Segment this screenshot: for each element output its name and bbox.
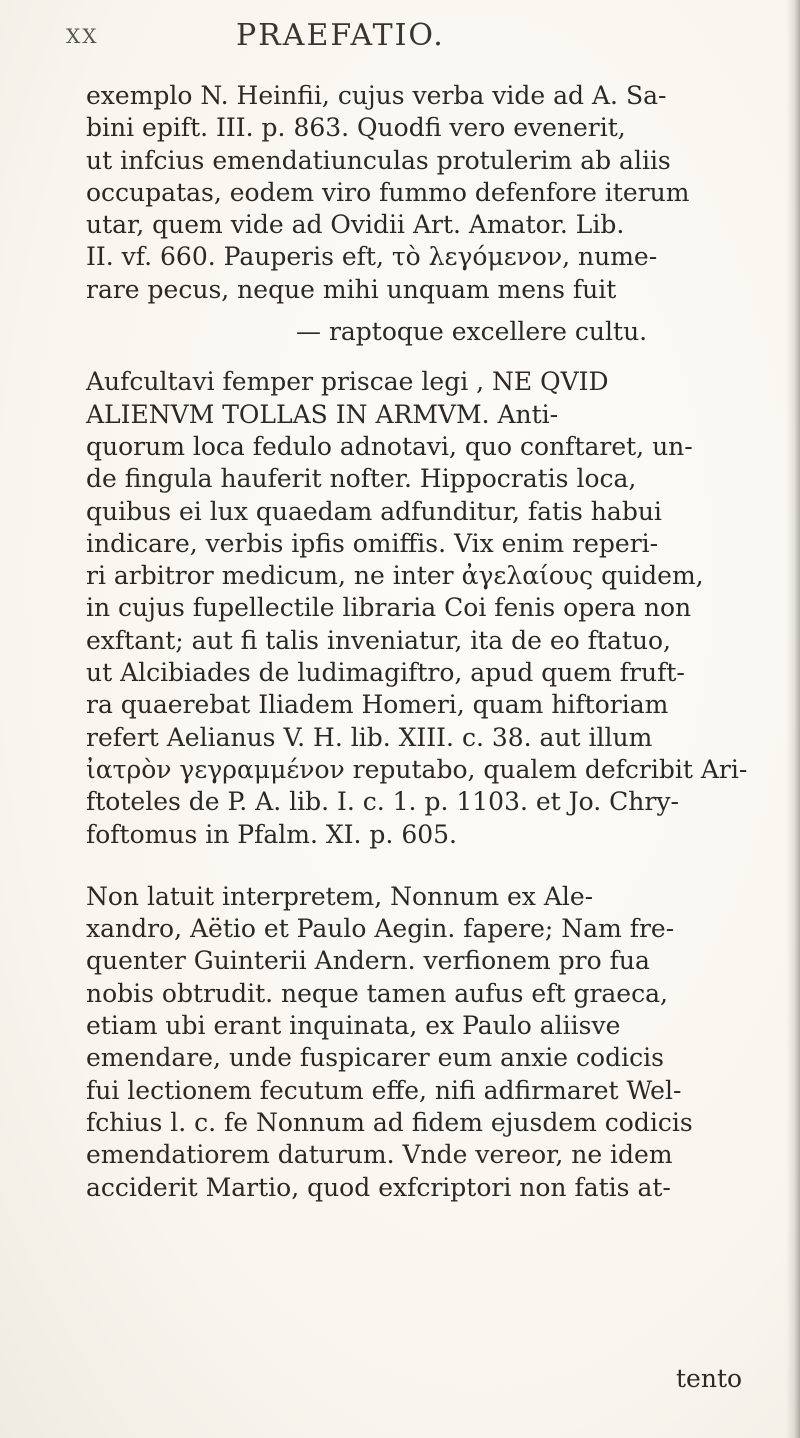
- text-line: ra quaerebat Iliadem Homeri, quam hiftoriam: [86, 690, 669, 720]
- text-line: Aufcultavi femper priscae legi , NE QVID: [86, 367, 609, 397]
- text-line: ri arbitror medicum, ne inter ἀγελαίους quidem,: [86, 561, 704, 591]
- text-line: indicare, verbis ipfis omiffis. Vix enim reperi-: [86, 528, 659, 558]
- running-head: PRAEFATIO.: [236, 18, 445, 53]
- text-line: bini epift. III. p. 863. Quodfi vero evenerit,: [86, 113, 626, 143]
- text-line: emendatiorem daturum. Vnde vereor, ne idem: [86, 1140, 673, 1170]
- text-line: de fingula hauferit nofter. Hippocratis loca,: [86, 464, 637, 494]
- text-line: exftant; aut fi talis inveniatur, ita de eo ftatuo,: [86, 625, 671, 655]
- text-line: in cujus fupellectile libraria Coi fenis opera non: [86, 593, 692, 623]
- text-line: ut infcius emendatiunculas protulerim ab aliis: [86, 145, 671, 175]
- text-line: rare pecus, neque mihi unquam mens fuit: [86, 274, 617, 304]
- page-number: XX: [66, 24, 99, 48]
- text-line: etiam ubi erant inquinata, ex Paulo aliisve: [86, 1011, 621, 1041]
- text-line: exemplo N. Heinfii, cujus verba vide ad A. Sa-: [86, 81, 667, 110]
- text-line: foftomus in Pfalm. XI. p. 605.: [86, 819, 457, 849]
- text-line: emendare, unde fuspicarer eum anxie codicis: [86, 1043, 664, 1073]
- catchword: tento: [676, 1364, 743, 1393]
- text-line: quibus ei lux quaedam adfunditur, fatis habui: [86, 496, 662, 526]
- text-line: ftoteles de P. A. lib. I. c. 1. p. 1103. et Jo. Chry-: [86, 787, 679, 817]
- page-gutter-shadow: [786, 0, 800, 1438]
- text-line: ALIENVM TOLLAS IN ARMVM. Anti-: [86, 399, 559, 429]
- text-line: occupatas, eodem viro fummo defenfore iterum: [86, 177, 690, 207]
- paragraph-2: [86, 366, 766, 850]
- text-line: acciderit Martio, quod exfcriptori non fatis at-: [86, 1172, 671, 1202]
- text-line: ut Alcibiades de ludimagiftro, apud quem fruft-: [86, 658, 685, 688]
- text-line: nobis obtrudit. neque tamen aufus eft graeca,: [86, 978, 668, 1008]
- text-line: quorum loca fedulo adnotavi, quo conftaret, un-: [86, 431, 693, 461]
- paragraph-1: [86, 80, 766, 306]
- text-line: fchius l. c. fe Nonnum ad fidem ejusdem codicis: [86, 1107, 693, 1137]
- text-line: refert Aelianus V. H. lib. XIII. c. 38. aut illum: [86, 722, 653, 752]
- body-text: [86, 80, 766, 1204]
- text-line: xandro, Aëtio et Paulo Aegin. fapere; Nam fre-: [86, 914, 675, 944]
- text-line: II. vf. 660. Pauperis eft, τὸ λεγόμενον, nume-: [86, 242, 658, 272]
- text-line: quenter Guinterii Andern. verfionem pro fua: [86, 946, 650, 976]
- paragraph-3: [86, 881, 766, 1204]
- verse-quotation: [86, 316, 766, 348]
- text-line: — raptoque excellere cultu.: [296, 317, 648, 347]
- page-header: [0, 12, 800, 52]
- text-line: utar, quem vide ad Ovidii Art. Amator. Lib.: [86, 210, 625, 240]
- text-line: fui lectionem fecutum effe, nifi adfirmaret Wel-: [86, 1075, 682, 1105]
- text-line: Non latuit interpretem, Nonnum ex Ale-: [86, 881, 594, 911]
- text-line: ἰατρὸν γεγραμμένον reputabo, qualem defcribit Ari-: [86, 754, 748, 784]
